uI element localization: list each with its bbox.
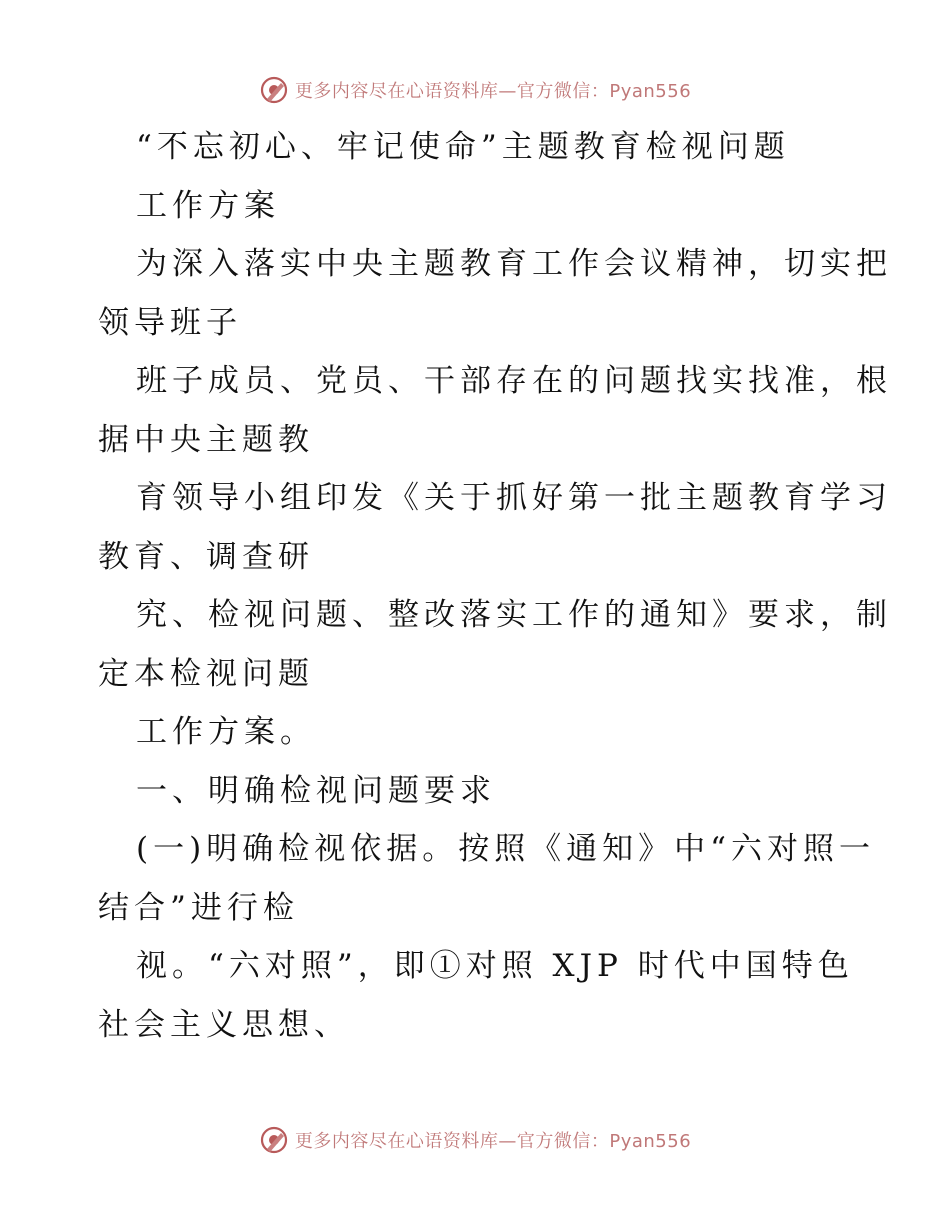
text-line: 视。“六对照”，即①对照 XJP 时代中国特色 <box>136 948 854 984</box>
text-line: 定本检视问题 <box>98 655 314 692</box>
text-line: 究、检视问题、整改落实工作的通知》要求，制 <box>136 597 892 633</box>
text-line: 育领导小组印发《关于抓好第一批主题教育学习 <box>136 480 892 516</box>
pen-logo-icon <box>259 75 289 105</box>
text-line: 据中央主题教 <box>98 421 314 458</box>
pen-logo-icon <box>259 1125 289 1155</box>
section-heading: 一、明确检视问题要求 <box>136 772 496 809</box>
text-line: 班子成员、党员、干部存在的问题找实找准，根 <box>136 363 892 399</box>
watermark-text: 更多内容尽在心语资料库—官方微信：Pyan556 <box>294 81 692 102</box>
text-line: 为深入落实中央主题教育工作会议精神，切实把 <box>136 246 892 282</box>
header-watermark <box>0 72 950 108</box>
document-title: “不忘初心、牢记使命”主题教育检视问题 <box>136 129 790 165</box>
footer-watermark <box>0 1122 950 1158</box>
text-line: 教育、调查研 <box>98 538 314 575</box>
text-line: 结合”进行检 <box>98 889 299 926</box>
document-subtitle: 工作方案 <box>136 187 280 224</box>
text-line: 领导班子 <box>98 304 242 341</box>
text-line: (一)明确检视依据。按照《通知》中“六对照一 <box>136 831 876 867</box>
document-body <box>98 124 892 1060</box>
watermark-text: 更多内容尽在心语资料库—官方微信：Pyan556 <box>294 1131 692 1152</box>
text-line: 社会主义思想、 <box>98 1006 350 1043</box>
text-line: 工作方案。 <box>136 714 316 750</box>
